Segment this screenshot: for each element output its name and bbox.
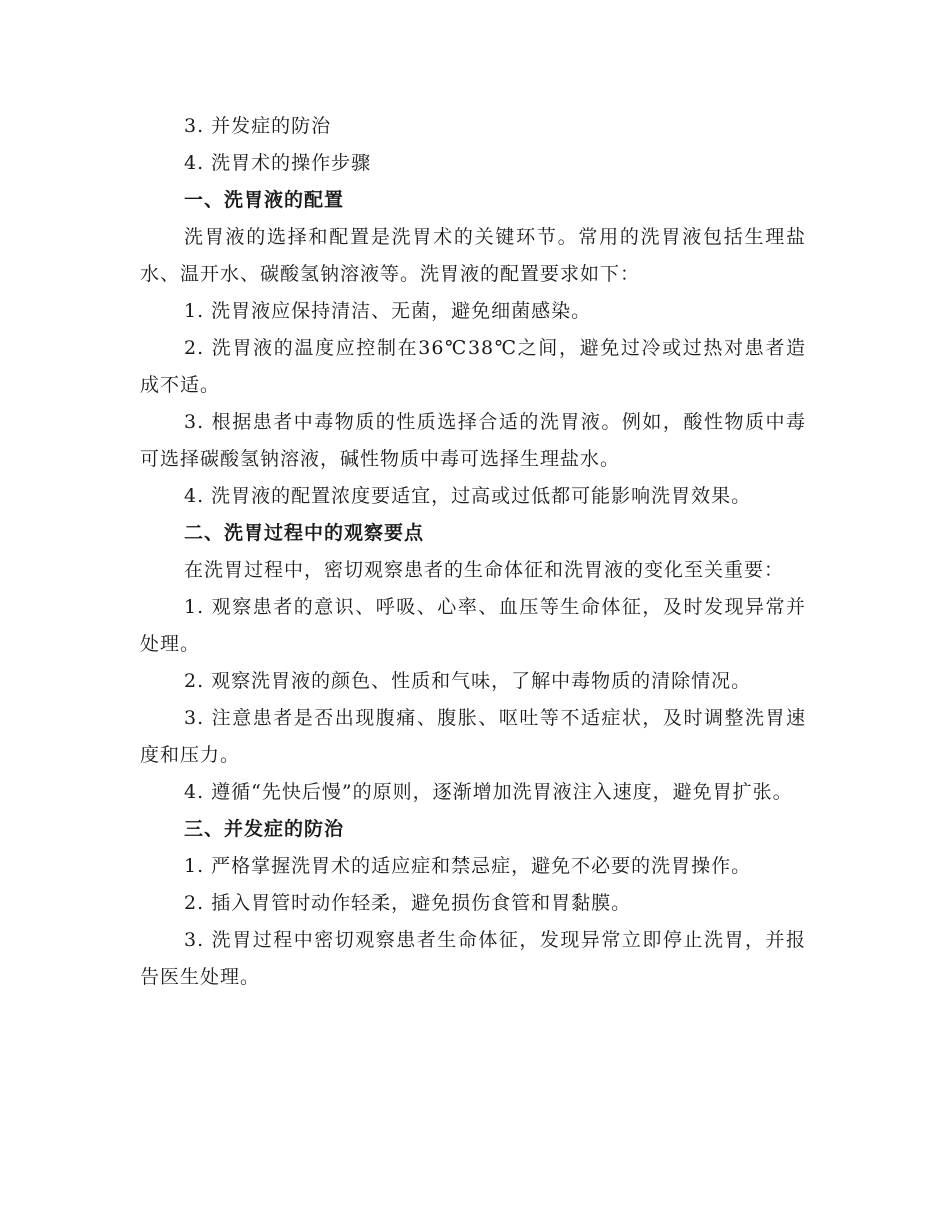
list-item: 4. 洗胃液的配置浓度要适宜，过高或过低都可能影响洗胃效果。 <box>184 485 752 507</box>
list-item: 1. 严格掌握洗胃术的适应症和禁忌症，避免不必要的洗胃操作。 <box>184 855 752 877</box>
list-item: 2. 插入胃管时动作轻柔，避免损伤食管和胃黏膜。 <box>184 892 632 914</box>
section-heading: 一、洗胃液的配置 <box>184 189 345 211</box>
list-item: 4. 遵循“先快后慢”的原则，逐渐增加洗胃液注入速度，避免胃扩张。 <box>184 781 793 803</box>
list-item: 3. 根据患者中毒物质的性质选择合适的洗胃液。例如，酸性物质中毒可选择碳酸氢钠溶液，碱性物质中毒可选择生理盐水。 <box>140 411 806 470</box>
list-item: 3. 洗胃过程中密切观察患者生命体征，发现异常立即停止洗胃，并报告医生处理。 <box>140 929 806 988</box>
list-item: 2. 观察洗胃液的颜色、性质和气味，了解中毒物质的清除情况。 <box>184 670 752 692</box>
list-item: 3. 并发症的防治 <box>184 115 332 137</box>
list-item: 1. 观察患者的意识、呼吸、心率、血压等生命体征，及时发现异常并处理。 <box>140 596 806 655</box>
section-heading: 二、洗胃过程中的观察要点 <box>184 522 425 544</box>
list-item: 1. 洗胃液应保持清洁、无菌，避免细菌感染。 <box>184 300 592 322</box>
paragraph: 洗胃液的选择和配置是洗胃术的关键环节。常用的洗胃液包括生理盐水、温开水、碳酸氢钠溶液等。洗胃液的配置要求如下： <box>140 226 806 285</box>
paragraph: 在洗胃过程中，密切观察患者的生命体征和洗胃液的变化至关重要： <box>184 559 785 581</box>
list-item: 3. 注意患者是否出现腹痛、腹胀、呕吐等不适症状，及时调整洗胃速度和压力。 <box>140 707 806 766</box>
document-body <box>140 108 806 996</box>
list-item: 4. 洗胃术的操作步骤 <box>184 152 372 174</box>
section-heading: 三、并发症的防治 <box>184 818 345 840</box>
list-item: 2. 洗胃液的温度应控制在36℃38℃之间，避免过冷或过热对患者造成不适。 <box>140 337 806 396</box>
